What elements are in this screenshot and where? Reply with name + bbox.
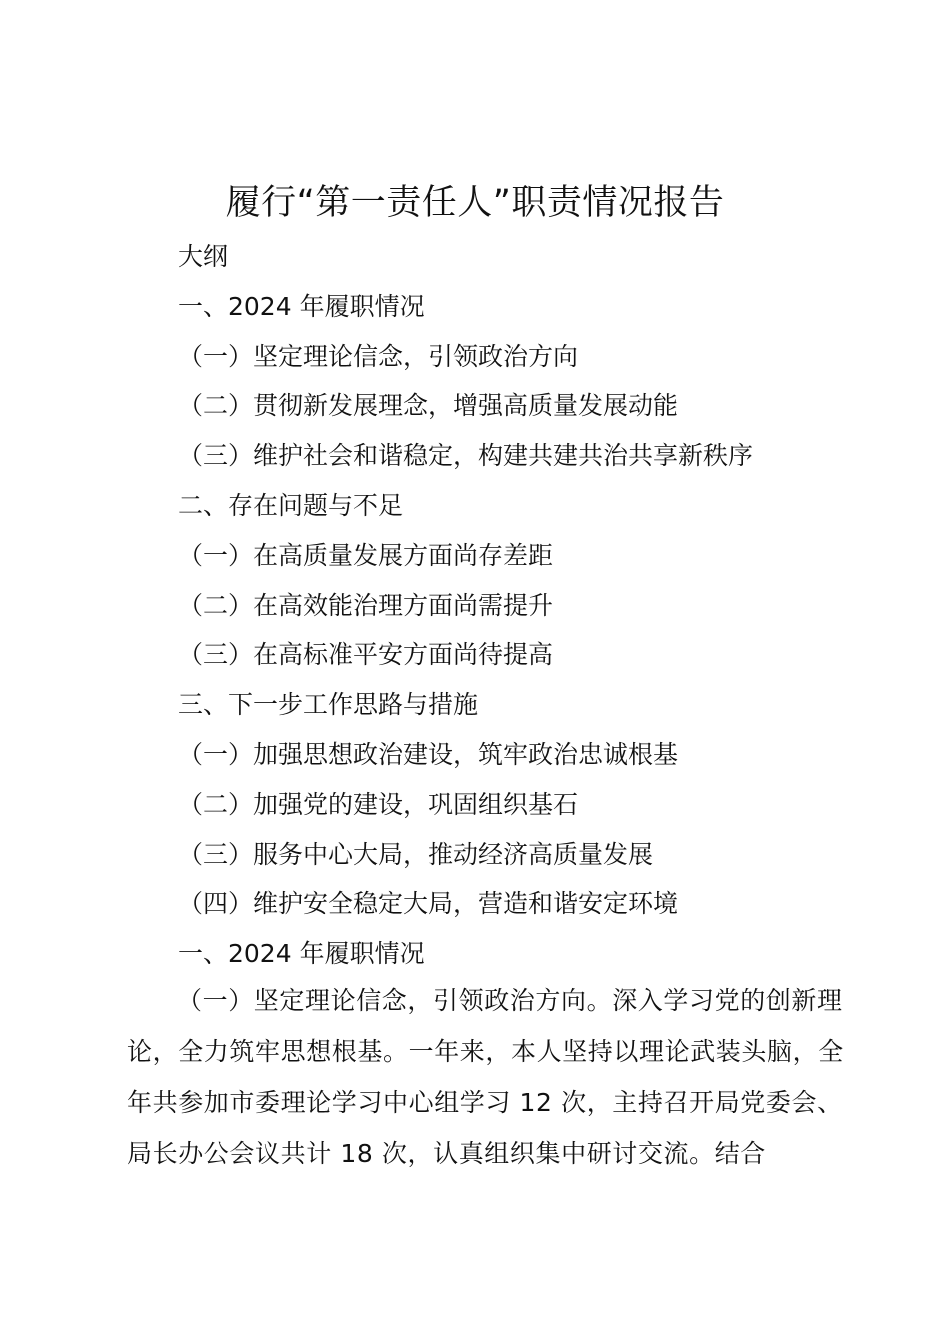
outline-item: （一）在高质量发展方面尚存差距 [178, 540, 554, 570]
outline-section [178, 232, 898, 979]
outline-heading: 大纲 [178, 242, 229, 271]
outline-item: （三）服务中心大局，推动经济高质量发展 [178, 839, 654, 869]
outline-item: 三、下一步工作思路与措施 [178, 690, 479, 720]
outline-item: （一）加强思想政治建设，筑牢政治忠诚根基 [178, 739, 679, 769]
outline-item: （三）维护社会和谐稳定，构建共建共治共享新秩序 [178, 441, 754, 471]
outline-item: （二）加强党的建设，巩固组织基石 [178, 789, 579, 819]
outline-item: （二）贯彻新发展理念，增强高质量发展动能 [178, 391, 679, 421]
outline-item: （一）坚定理论信念，引领政治方向 [178, 341, 579, 371]
section-heading: 一、2024 年履职情况 [178, 939, 425, 969]
body-paragraph: （一）坚定理论信念，引领政治方向。深入学习党的创新理论，全力筑牢思想根基。一年来，本人坚持以理论武装头脑，全年共参加市委理论学习中心组学习 12 次，主持召开局党委会、局长办公会议共计 18 次，认真组织集中研讨交流。结合 [127, 986, 844, 1168]
outline-item: 一、2024 年履职情况 [178, 291, 425, 321]
document-title: 履行“第一责任人”职责情况报告 [225, 183, 725, 223]
outline-item: （三）在高标准平安方面尚待提高 [178, 640, 554, 670]
outline-item: 二、存在问题与不足 [178, 490, 404, 520]
outline-item: （二）在高效能治理方面尚需提升 [178, 590, 554, 620]
outline-item: （四）维护安全稳定大局，营造和谐安定环境 [178, 889, 679, 919]
